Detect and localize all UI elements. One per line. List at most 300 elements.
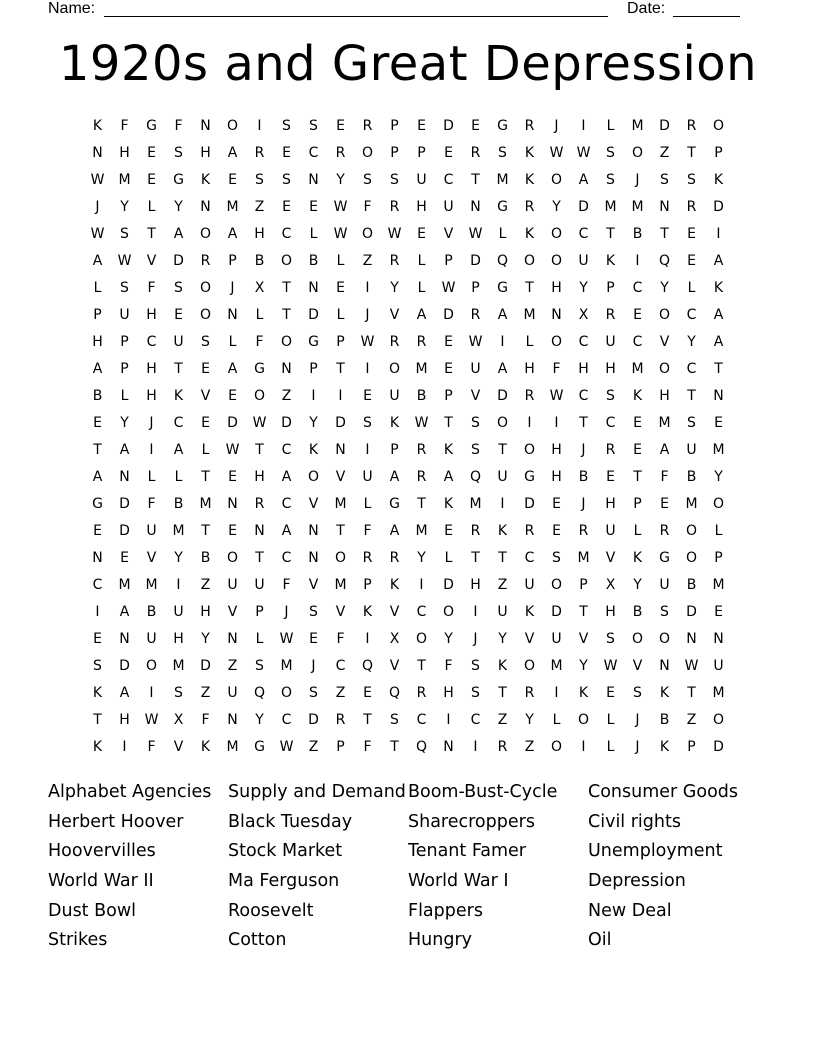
grid-letter[interactable]: J <box>581 441 586 458</box>
grid-letter[interactable]: H <box>200 603 211 620</box>
grid-letter[interactable]: G <box>254 738 265 755</box>
grid-letter[interactable]: O <box>226 549 239 566</box>
grid-letter[interactable]: M <box>469 495 482 512</box>
grid-letter[interactable]: Y <box>255 711 264 728</box>
grid-letter[interactable]: D <box>119 522 130 539</box>
grid-letter[interactable]: B <box>632 603 643 620</box>
grid-letter[interactable]: I <box>581 738 586 755</box>
grid-letter[interactable]: W <box>252 414 267 431</box>
grid-letter[interactable]: M <box>658 414 671 431</box>
grid-letter[interactable]: L <box>417 279 426 296</box>
grid-letter[interactable]: F <box>363 738 372 755</box>
grid-letter[interactable]: A <box>173 225 184 242</box>
grid-letter[interactable]: O <box>685 549 698 566</box>
grid-letter[interactable]: F <box>444 657 453 674</box>
grid-letter[interactable]: E <box>336 279 345 296</box>
grid-letter[interactable]: T <box>579 603 588 620</box>
grid-letter[interactable]: P <box>120 360 129 377</box>
grid-letter[interactable]: G <box>497 198 508 215</box>
grid-letter[interactable]: G <box>497 279 508 296</box>
grid-letter[interactable]: R <box>335 711 346 728</box>
grid-letter[interactable]: N <box>713 387 724 404</box>
grid-letter[interactable]: E <box>120 549 129 566</box>
grid-letter[interactable]: A <box>119 684 130 701</box>
grid-letter[interactable]: Q <box>388 684 401 701</box>
grid-letter[interactable]: P <box>390 117 399 134</box>
grid-letter[interactable]: U <box>524 576 535 593</box>
grid-letter[interactable]: O <box>631 630 644 647</box>
grid-letter[interactable]: V <box>443 225 454 242</box>
grid-letter[interactable]: I <box>311 387 316 404</box>
grid-letter[interactable]: E <box>147 144 156 161</box>
grid-letter[interactable]: L <box>606 711 615 728</box>
grid-letter[interactable]: L <box>444 549 453 566</box>
grid-letter[interactable]: E <box>714 603 723 620</box>
grid-letter[interactable]: N <box>227 711 238 728</box>
grid-letter[interactable]: J <box>635 171 640 188</box>
grid-letter[interactable]: V <box>308 576 319 593</box>
grid-letter[interactable]: P <box>363 576 372 593</box>
grid-letter[interactable]: S <box>498 144 507 161</box>
grid-letter[interactable]: N <box>308 171 319 188</box>
grid-letter[interactable]: M <box>604 198 617 215</box>
grid-letter[interactable]: H <box>551 441 562 458</box>
grid-letter[interactable]: A <box>659 441 670 458</box>
grid-letter[interactable]: F <box>255 333 264 350</box>
grid-letter[interactable]: K <box>92 738 103 755</box>
grid-letter[interactable]: H <box>470 576 481 593</box>
grid-letter[interactable]: B <box>686 576 697 593</box>
grid-letter[interactable]: O <box>550 333 563 350</box>
grid-letter[interactable]: K <box>632 549 643 566</box>
grid-letter[interactable]: T <box>282 306 291 323</box>
grid-letter[interactable]: Z <box>497 711 508 728</box>
grid-letter[interactable]: W <box>279 738 294 755</box>
grid-letter[interactable]: E <box>444 360 453 377</box>
grid-letter[interactable]: A <box>227 144 238 161</box>
grid-letter[interactable]: G <box>659 549 670 566</box>
grid-letter[interactable]: C <box>281 549 292 566</box>
grid-letter[interactable]: Z <box>362 252 373 269</box>
grid-letter[interactable]: N <box>659 657 670 674</box>
grid-letter[interactable]: T <box>255 441 264 458</box>
grid-letter[interactable]: E <box>714 414 723 431</box>
grid-letter[interactable]: O <box>361 144 374 161</box>
grid-letter[interactable]: U <box>605 333 616 350</box>
grid-letter[interactable]: M <box>334 495 347 512</box>
grid-letter[interactable]: E <box>336 117 345 134</box>
grid-letter[interactable]: M <box>199 495 212 512</box>
grid-letter[interactable]: P <box>714 144 723 161</box>
grid-letter[interactable]: H <box>443 684 454 701</box>
grid-letter[interactable]: S <box>255 171 264 188</box>
grid-letter[interactable]: S <box>471 414 480 431</box>
name-field[interactable] <box>104 16 608 17</box>
grid-letter[interactable]: M <box>496 171 509 188</box>
grid-letter[interactable]: L <box>687 279 696 296</box>
grid-letter[interactable]: D <box>578 198 589 215</box>
grid-letter[interactable]: R <box>362 549 373 566</box>
grid-letter[interactable]: R <box>524 198 535 215</box>
grid-letter[interactable]: E <box>363 387 372 404</box>
grid-letter[interactable]: K <box>389 576 400 593</box>
grid-letter[interactable]: Z <box>686 711 697 728</box>
grid-letter[interactable]: S <box>120 225 129 242</box>
grid-letter[interactable]: C <box>632 279 643 296</box>
grid-letter[interactable]: A <box>443 468 454 485</box>
grid-letter[interactable]: Z <box>524 738 535 755</box>
grid-letter[interactable]: Y <box>309 414 318 431</box>
grid-letter[interactable]: C <box>470 711 481 728</box>
grid-letter[interactable]: S <box>660 171 669 188</box>
grid-letter[interactable]: M <box>712 576 725 593</box>
grid-letter[interactable]: Y <box>687 333 696 350</box>
grid-letter[interactable]: U <box>470 360 481 377</box>
grid-letter[interactable]: R <box>254 495 265 512</box>
grid-letter[interactable]: Q <box>658 252 671 269</box>
grid-letter[interactable]: T <box>714 360 723 377</box>
grid-letter[interactable]: E <box>633 306 642 323</box>
grid-letter[interactable]: V <box>146 549 157 566</box>
grid-letter[interactable]: E <box>228 468 237 485</box>
grid-letter[interactable]: U <box>227 684 238 701</box>
grid-letter[interactable]: M <box>415 360 428 377</box>
grid-letter[interactable]: K <box>92 117 103 134</box>
grid-letter[interactable]: P <box>120 333 129 350</box>
grid-letter[interactable]: T <box>282 279 291 296</box>
grid-letter[interactable]: E <box>471 117 480 134</box>
grid-letter[interactable]: X <box>578 306 589 323</box>
grid-letter[interactable]: U <box>578 252 589 269</box>
grid-letter[interactable]: U <box>173 603 184 620</box>
grid-letter[interactable]: Y <box>498 630 507 647</box>
grid-letter[interactable]: F <box>147 279 156 296</box>
grid-letter[interactable]: L <box>363 495 372 512</box>
grid-letter[interactable]: Y <box>633 576 642 593</box>
grid-letter[interactable]: H <box>551 279 562 296</box>
grid-letter[interactable]: E <box>687 225 696 242</box>
grid-letter[interactable]: O <box>523 252 536 269</box>
grid-letter[interactable]: S <box>363 171 372 188</box>
grid-letter[interactable]: J <box>284 603 289 620</box>
grid-letter[interactable]: T <box>255 549 264 566</box>
grid-letter[interactable]: Z <box>200 684 211 701</box>
grid-letter[interactable]: Y <box>660 279 669 296</box>
grid-letter[interactable]: U <box>713 657 724 674</box>
grid-letter[interactable]: O <box>550 252 563 269</box>
grid-letter[interactable]: R <box>389 252 400 269</box>
grid-letter[interactable]: Y <box>336 171 345 188</box>
grid-letter[interactable]: N <box>200 198 211 215</box>
grid-letter[interactable]: D <box>281 414 292 431</box>
grid-letter[interactable]: T <box>471 549 480 566</box>
grid-letter[interactable]: N <box>308 279 319 296</box>
grid-letter[interactable]: O <box>712 711 725 728</box>
grid-letter[interactable]: C <box>632 333 643 350</box>
grid-letter[interactable]: O <box>712 495 725 512</box>
grid-letter[interactable]: A <box>227 360 238 377</box>
grid-letter[interactable]: T <box>201 468 210 485</box>
grid-letter[interactable]: I <box>419 576 424 593</box>
grid-letter[interactable]: C <box>281 225 292 242</box>
grid-letter[interactable]: L <box>417 252 426 269</box>
grid-letter[interactable]: E <box>633 414 642 431</box>
grid-letter[interactable]: M <box>226 738 239 755</box>
grid-letter[interactable]: E <box>660 495 669 512</box>
grid-letter[interactable]: F <box>336 630 345 647</box>
grid-letter[interactable]: T <box>687 387 696 404</box>
grid-letter[interactable]: L <box>714 522 723 539</box>
grid-letter[interactable]: E <box>444 333 453 350</box>
grid-letter[interactable]: E <box>228 171 237 188</box>
grid-letter[interactable]: O <box>361 225 374 242</box>
grid-letter[interactable]: E <box>93 630 102 647</box>
grid-letter[interactable]: U <box>551 630 562 647</box>
grid-letter[interactable]: D <box>227 414 238 431</box>
grid-letter[interactable]: I <box>554 684 559 701</box>
grid-letter[interactable]: W <box>576 144 591 161</box>
grid-letter[interactable]: Y <box>579 657 588 674</box>
grid-letter[interactable]: N <box>281 360 292 377</box>
grid-letter[interactable]: B <box>578 468 589 485</box>
grid-letter[interactable]: T <box>147 225 156 242</box>
grid-letter[interactable]: U <box>119 306 130 323</box>
grid-letter[interactable]: I <box>635 252 640 269</box>
grid-letter[interactable]: J <box>554 117 559 134</box>
grid-letter[interactable]: R <box>200 252 211 269</box>
grid-letter[interactable]: H <box>578 360 589 377</box>
grid-letter[interactable]: S <box>687 414 696 431</box>
grid-letter[interactable]: R <box>605 306 616 323</box>
grid-letter[interactable]: R <box>605 441 616 458</box>
grid-letter[interactable]: U <box>497 468 508 485</box>
grid-letter[interactable]: C <box>335 657 346 674</box>
grid-letter[interactable]: M <box>334 576 347 593</box>
grid-letter[interactable]: W <box>603 657 618 674</box>
grid-letter[interactable]: W <box>333 225 348 242</box>
grid-letter[interactable]: O <box>226 117 239 134</box>
grid-letter[interactable]: N <box>227 495 238 512</box>
grid-letter[interactable]: V <box>578 630 589 647</box>
grid-letter[interactable]: I <box>500 333 505 350</box>
grid-letter[interactable]: G <box>92 495 103 512</box>
grid-letter[interactable]: K <box>443 495 454 512</box>
grid-letter[interactable]: A <box>281 468 292 485</box>
grid-letter[interactable]: E <box>633 441 642 458</box>
grid-letter[interactable]: C <box>443 171 454 188</box>
grid-letter[interactable]: T <box>417 495 426 512</box>
grid-letter[interactable]: S <box>174 279 183 296</box>
grid-letter[interactable]: A <box>713 333 724 350</box>
grid-letter[interactable]: O <box>523 657 536 674</box>
grid-letter[interactable]: O <box>712 117 725 134</box>
grid-letter[interactable]: R <box>524 684 535 701</box>
grid-letter[interactable]: S <box>606 144 615 161</box>
grid-letter[interactable]: T <box>417 657 426 674</box>
grid-letter[interactable]: E <box>444 144 453 161</box>
grid-letter[interactable]: D <box>443 117 454 134</box>
grid-letter[interactable]: B <box>632 225 643 242</box>
grid-letter[interactable]: O <box>280 252 293 269</box>
grid-letter[interactable]: L <box>309 225 318 242</box>
grid-letter[interactable]: U <box>146 630 157 647</box>
grid-letter[interactable]: C <box>578 225 589 242</box>
grid-letter[interactable]: S <box>606 630 615 647</box>
grid-letter[interactable]: M <box>523 306 536 323</box>
grid-letter[interactable]: S <box>174 144 183 161</box>
grid-letter[interactable]: A <box>92 360 103 377</box>
grid-letter[interactable]: P <box>444 252 453 269</box>
grid-letter[interactable]: L <box>525 333 534 350</box>
grid-letter[interactable]: N <box>227 630 238 647</box>
grid-letter[interactable]: E <box>228 522 237 539</box>
grid-letter[interactable]: K <box>200 171 211 188</box>
grid-letter[interactable]: B <box>92 387 103 404</box>
grid-letter[interactable]: P <box>336 738 345 755</box>
grid-letter[interactable]: N <box>254 522 265 539</box>
grid-letter[interactable]: X <box>605 576 616 593</box>
grid-letter[interactable]: Y <box>525 711 534 728</box>
grid-letter[interactable]: P <box>444 387 453 404</box>
grid-letter[interactable]: R <box>686 198 697 215</box>
grid-letter[interactable]: H <box>551 468 562 485</box>
grid-letter[interactable]: F <box>363 198 372 215</box>
grid-letter[interactable]: S <box>282 171 291 188</box>
grid-letter[interactable]: O <box>496 414 509 431</box>
grid-letter[interactable]: A <box>119 441 130 458</box>
grid-letter[interactable]: N <box>200 117 211 134</box>
grid-letter[interactable]: G <box>524 468 535 485</box>
grid-letter[interactable]: C <box>146 333 157 350</box>
grid-letter[interactable]: F <box>120 117 129 134</box>
grid-letter[interactable]: R <box>416 333 427 350</box>
grid-letter[interactable]: O <box>280 684 293 701</box>
grid-letter[interactable]: N <box>659 198 670 215</box>
grid-letter[interactable]: P <box>93 306 102 323</box>
grid-letter[interactable]: V <box>524 630 535 647</box>
grid-letter[interactable]: T <box>336 522 345 539</box>
grid-letter[interactable]: W <box>90 171 105 188</box>
grid-letter[interactable]: R <box>254 144 265 161</box>
grid-letter[interactable]: E <box>444 522 453 539</box>
grid-letter[interactable]: R <box>389 333 400 350</box>
grid-letter[interactable]: F <box>147 495 156 512</box>
grid-letter[interactable]: D <box>443 306 454 323</box>
grid-letter[interactable]: U <box>254 576 265 593</box>
grid-letter[interactable]: O <box>334 549 347 566</box>
grid-letter[interactable]: X <box>254 279 265 296</box>
grid-letter[interactable]: E <box>93 414 102 431</box>
grid-letter[interactable]: X <box>389 630 400 647</box>
grid-letter[interactable]: W <box>549 144 564 161</box>
grid-letter[interactable]: W <box>387 225 402 242</box>
grid-letter[interactable]: U <box>686 441 697 458</box>
grid-letter[interactable]: W <box>684 657 699 674</box>
grid-letter[interactable]: C <box>173 414 184 431</box>
grid-letter[interactable]: I <box>365 630 370 647</box>
grid-letter[interactable]: A <box>713 306 724 323</box>
grid-letter[interactable]: O <box>550 225 563 242</box>
grid-letter[interactable]: I <box>365 360 370 377</box>
grid-letter[interactable]: Z <box>200 576 211 593</box>
grid-letter[interactable]: M <box>631 198 644 215</box>
grid-letter[interactable]: A <box>173 441 184 458</box>
grid-letter[interactable]: A <box>92 252 103 269</box>
grid-letter[interactable]: O <box>523 441 536 458</box>
grid-letter[interactable]: P <box>471 279 480 296</box>
grid-letter[interactable]: C <box>578 333 589 350</box>
grid-letter[interactable]: O <box>658 360 671 377</box>
grid-letter[interactable]: W <box>279 630 294 647</box>
grid-letter[interactable]: P <box>606 279 615 296</box>
grid-letter[interactable]: K <box>524 171 535 188</box>
grid-letter[interactable]: S <box>282 117 291 134</box>
grid-letter[interactable]: E <box>552 522 561 539</box>
grid-letter[interactable]: L <box>606 117 615 134</box>
grid-letter[interactable]: Y <box>444 630 453 647</box>
grid-letter[interactable]: H <box>146 360 157 377</box>
grid-letter[interactable]: C <box>686 306 697 323</box>
grid-letter[interactable]: V <box>470 387 481 404</box>
grid-letter[interactable]: H <box>254 468 265 485</box>
grid-letter[interactable]: S <box>471 684 480 701</box>
grid-letter[interactable]: V <box>173 738 184 755</box>
grid-letter[interactable]: U <box>362 468 373 485</box>
grid-letter[interactable]: K <box>308 441 319 458</box>
grid-letter[interactable]: N <box>92 549 103 566</box>
grid-letter[interactable]: G <box>254 360 265 377</box>
grid-letter[interactable]: A <box>389 468 400 485</box>
grid-letter[interactable]: L <box>93 279 102 296</box>
grid-letter[interactable]: S <box>120 279 129 296</box>
grid-letter[interactable]: S <box>606 387 615 404</box>
grid-letter[interactable]: A <box>578 171 589 188</box>
grid-letter[interactable]: L <box>201 441 210 458</box>
grid-letter[interactable]: B <box>308 252 319 269</box>
grid-letter[interactable]: S <box>633 684 642 701</box>
grid-letter[interactable]: Q <box>469 468 482 485</box>
grid-letter[interactable]: L <box>147 468 156 485</box>
grid-letter[interactable]: P <box>390 144 399 161</box>
grid-letter[interactable]: S <box>363 414 372 431</box>
grid-letter[interactable]: Z <box>254 198 265 215</box>
grid-letter[interactable]: G <box>308 333 319 350</box>
grid-letter[interactable]: O <box>658 306 671 323</box>
grid-letter[interactable]: N <box>119 468 130 485</box>
grid-letter[interactable]: I <box>149 684 154 701</box>
grid-letter[interactable]: A <box>281 522 292 539</box>
grid-letter[interactable]: U <box>146 522 157 539</box>
grid-letter[interactable]: N <box>686 630 697 647</box>
grid-letter[interactable]: I <box>527 414 532 431</box>
grid-letter[interactable]: S <box>201 333 210 350</box>
grid-letter[interactable]: K <box>92 684 103 701</box>
grid-letter[interactable]: V <box>227 603 238 620</box>
grid-letter[interactable]: R <box>416 684 427 701</box>
grid-letter[interactable]: A <box>497 306 508 323</box>
grid-letter[interactable]: S <box>552 549 561 566</box>
grid-letter[interactable]: K <box>200 738 211 755</box>
grid-letter[interactable]: K <box>713 171 724 188</box>
grid-letter[interactable]: V <box>632 657 643 674</box>
grid-letter[interactable]: W <box>360 333 375 350</box>
grid-letter[interactable]: Z <box>227 657 238 674</box>
grid-letter[interactable]: H <box>605 603 616 620</box>
grid-letter[interactable]: N <box>308 549 319 566</box>
grid-letter[interactable]: R <box>470 144 481 161</box>
grid-letter[interactable]: O <box>550 576 563 593</box>
grid-letter[interactable]: F <box>174 117 183 134</box>
